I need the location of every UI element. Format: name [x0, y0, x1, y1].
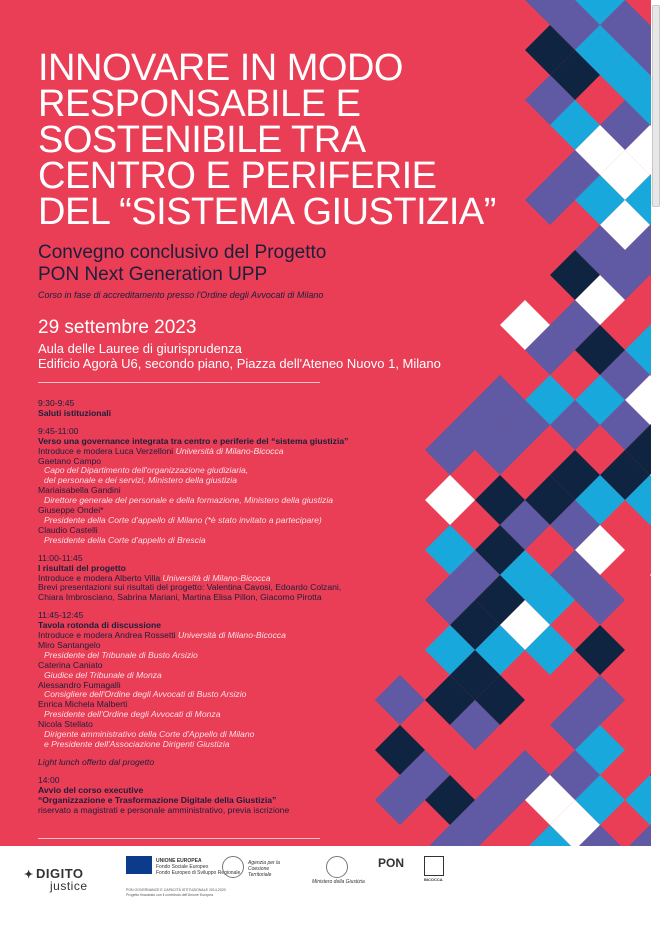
pon-logo: PON	[378, 856, 405, 870]
accreditation-note: Corso in fase di accreditamento presso l'Ordine degli Avvocati di Milano	[38, 290, 324, 300]
session-title: “Organizzazione e Trasformazione Digitale della Giustizia”	[38, 794, 277, 805]
italian-republic-emblem-icon	[222, 856, 244, 878]
moderator-label: Introduce e modera	[38, 572, 113, 583]
speaker-role: Presidente dell'Ordine degli Avvocati di Monza	[44, 709, 221, 720]
eu-logo-line: Fondo Sociale Europeo	[156, 864, 209, 870]
venue-line: Aula delle Lauree di giurisprudenza	[38, 341, 242, 356]
speaker-role: Presidente del Tribunale di Busto Arsizio	[44, 649, 198, 660]
funding-fine-print-line: Progetto finanziato con il contributo dell'Unione Europea	[126, 892, 214, 897]
venue	[38, 341, 441, 371]
speaker-name: Alessandro Fumagalli	[38, 679, 121, 690]
speaker-role: Consigliere dell'Ordine degli Avvocati di Busto Arsizio	[44, 689, 247, 700]
scrollbar-thumb[interactable]	[652, 5, 660, 207]
footer-logos	[0, 846, 651, 925]
funding-fine-print	[126, 888, 456, 897]
digito-wordmark: DIGITO	[36, 866, 84, 881]
session-note: riservato a magistrati e personale amministrativo, previa iscrizione	[38, 804, 290, 815]
presentations: Brevi presentazioni sui risultati del progetto: Valentina Cavosi, Edoardo Colzani,	[38, 582, 342, 593]
session-title: Avvio del corso executive	[38, 784, 144, 795]
title-line: DEL “SISTEMA GIUSTIZIA”	[38, 191, 496, 233]
title-line: RESPONSABILE E	[38, 83, 361, 125]
speaker-name: Enrica Michela Malberti	[38, 699, 128, 710]
speaker-role: Dirigente amministrativo della Corte d'Appello di Milano	[44, 729, 255, 740]
moderator-label: Introduce e modera	[38, 445, 113, 456]
bicocca-emblem-icon	[424, 856, 444, 876]
title-line: INNOVARE IN MODO	[38, 47, 403, 89]
program	[38, 399, 348, 815]
moderator-name: Alberto Villa	[114, 572, 161, 583]
event-date: 29 settembre 2023	[38, 317, 197, 338]
decorative-diamond	[575, 625, 625, 675]
decorative-diamond	[375, 675, 425, 725]
session-title: Saluti istituzionali	[38, 407, 112, 418]
eu-flag-icon	[126, 856, 152, 874]
time-slot: 9:45-11:00	[38, 425, 79, 436]
time-slot: 11:00-11:45	[38, 552, 83, 563]
bicocca-logo-text: BICOCCA	[424, 877, 443, 882]
decorative-diamond	[625, 775, 651, 825]
presentations: Chiara Imbrosciano, Sabrina Mariani, Martina Elisa Pillon, Giacomo Pirotta	[38, 592, 322, 603]
speaker-role: Direttore generale del personale e della formazione, Ministero della giustizia	[44, 495, 334, 506]
agenzia-logo-line: Coesione Territoriale	[248, 866, 272, 878]
speaker-name: Nicola Stellato	[38, 719, 93, 730]
moderator-affiliation: Università di Milano-Bicocca	[162, 572, 271, 583]
speaker-name: Caterina Caniato	[38, 659, 103, 670]
moderator-name: Andrea Rossetti	[114, 630, 176, 641]
time-slot: 11:45-12:45	[38, 610, 84, 621]
venue-line: Edificio Agorà U6, secondo piano, Piazza dell'Ateneo Nuovo 1, Milano	[38, 356, 441, 371]
ministry-logo-text: Ministero della Giustizia	[312, 879, 365, 885]
speaker-name: Miro Santangelo	[38, 639, 101, 650]
funding-fine-print-line: PON GOVERNANCE E CAPACITÀ ISTITUZIONALE 2014-2020	[126, 888, 226, 892]
scrollbar[interactable]	[651, 0, 660, 925]
session-title: Tavola rotonda di discussione	[38, 620, 162, 631]
digito-mark-icon: ✦	[24, 869, 34, 881]
title-line: SOSTENIBILE TRA	[38, 119, 366, 161]
moderator-name: Luca Verzelloni	[114, 445, 174, 456]
decorative-diamond	[425, 475, 475, 525]
poster-title	[38, 47, 496, 233]
speaker-role: Capo del Dipartimento dell'organizzazione giudiziaria,	[44, 465, 249, 476]
subtitle	[38, 242, 326, 286]
agenzia-logo-text	[248, 860, 288, 878]
justice-wordmark: justice	[50, 879, 88, 893]
speaker-name: Mariaisabella Gandini	[38, 485, 121, 496]
ministry-emblem-icon	[326, 856, 348, 878]
speaker-role: Presidente della Corte d'appello di Brescia	[44, 534, 206, 545]
moderator-affiliation: Università di Milano-Bicocca	[175, 445, 284, 456]
agenzia-logo-line: Agenzia per la	[248, 860, 280, 866]
digito-justice-logo	[24, 866, 88, 893]
time-slot: 14:00	[38, 774, 60, 785]
title-line: CENTRO E PERIFERIE	[38, 155, 437, 197]
session-title: Verso una governance integrata tra centro e periferie del “sistema giustizia”	[38, 435, 349, 446]
speaker-role: del personale e dei servizi, Ministero della giustizia	[44, 475, 237, 486]
subtitle-line: Convegno conclusivo del Progetto	[38, 242, 327, 263]
speaker-name: Giuseppe Ondei*	[38, 505, 104, 516]
divider	[38, 838, 320, 839]
time-slot: 9:30-9:45	[38, 398, 75, 408]
eu-logo-line: Fondo Europeo di Sviluppo Regionale	[156, 870, 241, 876]
speaker-role: Giudice del Tribunale di Monza	[44, 669, 162, 680]
speaker-role: Presidente della Corte d'appello di Milano (*è stato invitato a partecipare)	[44, 514, 322, 525]
speaker-name: Claudio Castelli	[38, 524, 98, 535]
speaker-role: e Presidente dell'Associazione Dirigenti Giustizia	[44, 739, 230, 749]
session-title: I risultati del progetto	[38, 562, 126, 573]
speaker-name: Gaetano Campo	[38, 455, 102, 466]
subtitle-line: PON Next Generation UPP	[38, 264, 268, 285]
eu-logo-line: UNIONE EUROPEA	[156, 858, 202, 864]
lunch-note: Light lunch offerto dal progetto	[38, 756, 155, 767]
moderator-affiliation: Università di Milano-Bicocca	[178, 630, 286, 641]
divider	[38, 382, 320, 383]
moderator-label: Introduce e modera	[38, 630, 113, 641]
